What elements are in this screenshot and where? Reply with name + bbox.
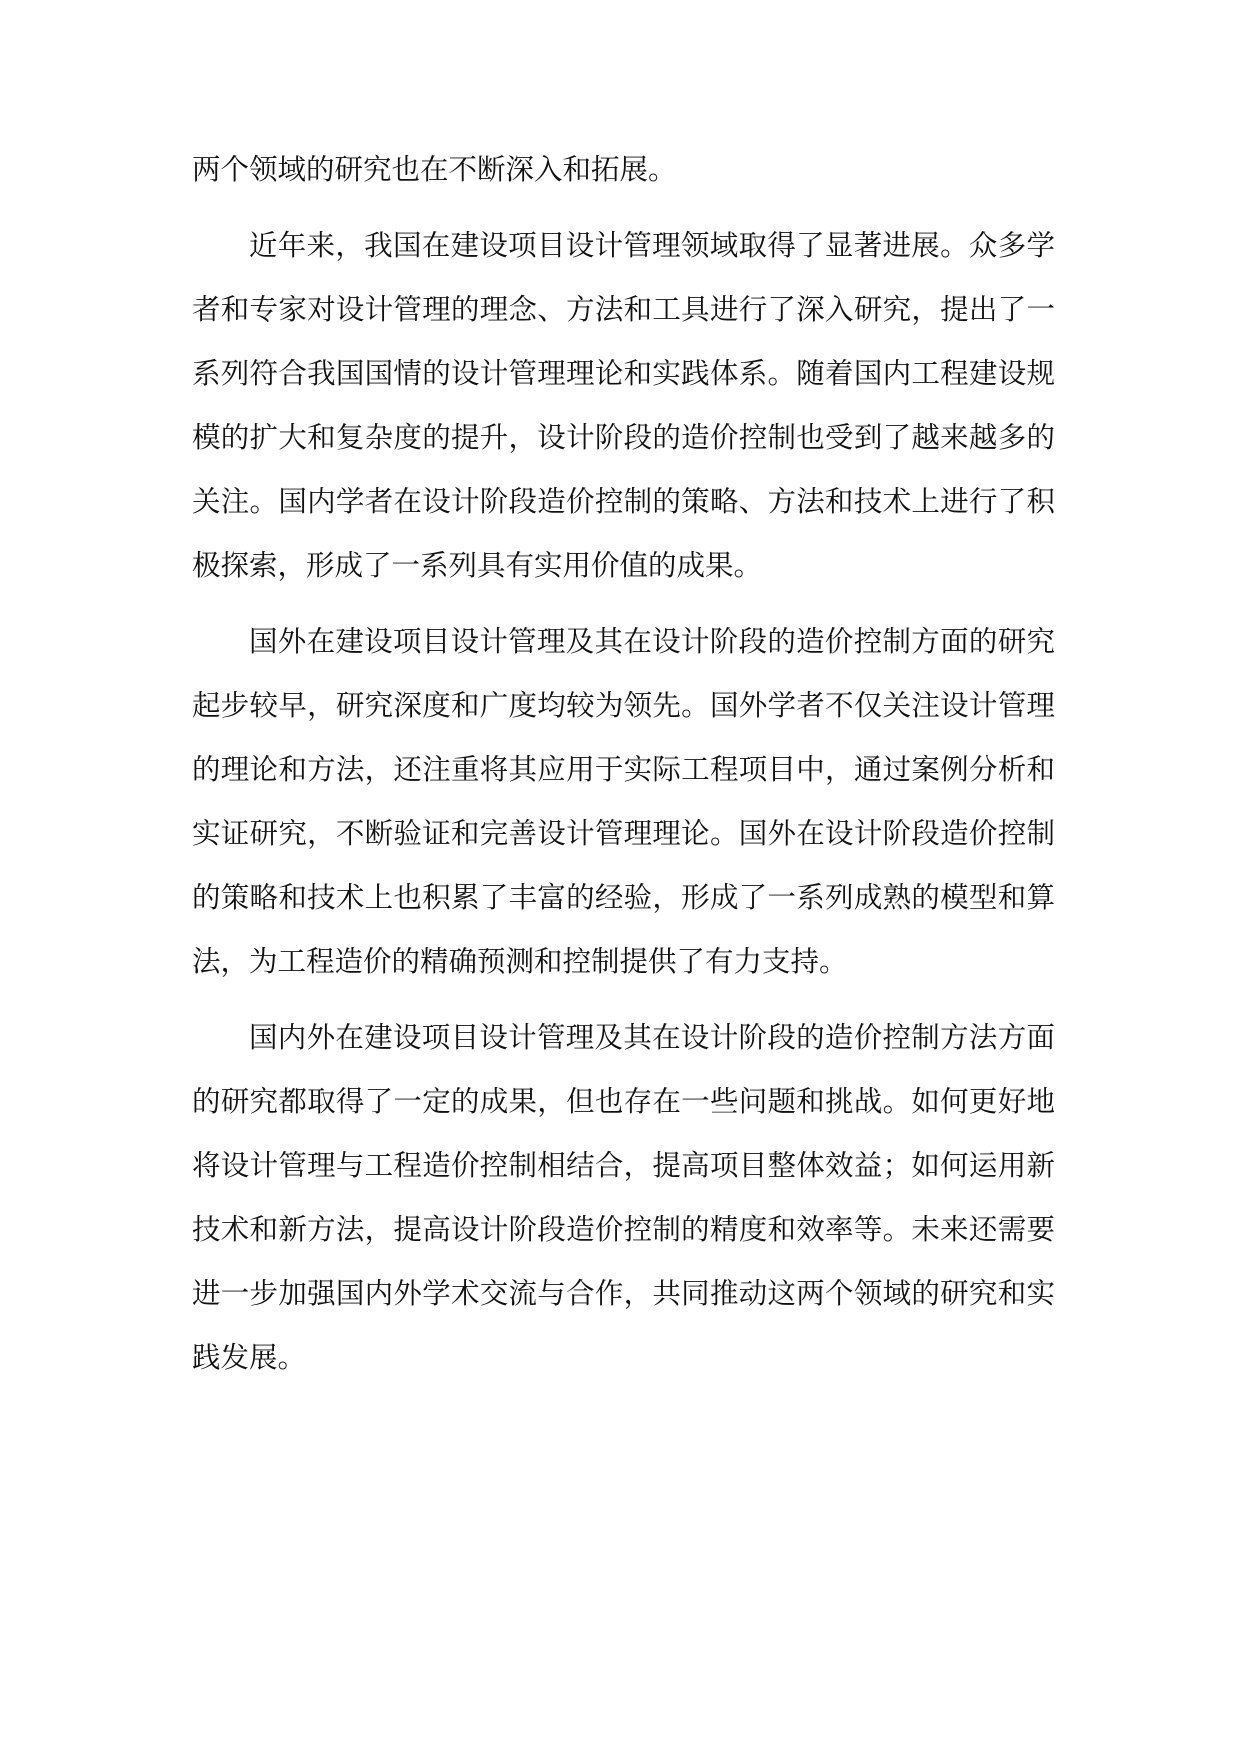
paragraph-continued: 两个领域的研究也在不断深入和拓展。 bbox=[192, 153, 677, 186]
paragraph-foreign-research: 国外在建设项目设计管理及其在设计阶段的造价控制方面的研究起步较早，研究深度和广度均较为领先。国外学者不仅关注设计管理的理论和方法，还注重将其应用于实际工程项目中，通过案例分析和实证研究，不断验证和完善设计管理理论。国外在设计阶段造价控制的策略和技术上也积累了丰富的经验，形成了一系列成熟的模型和算法，为工程造价的精确预测和控制提供了有力支持。 bbox=[192, 625, 1055, 978]
paragraph-domestic-research: 近年来，我国在建设项目设计管理领域取得了显著进展。众多学者和专家对设计管理的理念、方法和工具进行了深入研究，提出了一系列符合我国国情的设计管理理论和实践体系。随着国内工程建设规模的扩大和复杂度的提升，设计阶段的造价控制也受到了越来越多的关注。国内学者在设计阶段造价控制的策略、方法和技术上进行了积极探索，形成了一系列具有实用价值的成果。 bbox=[192, 229, 1055, 582]
document-body bbox=[192, 138, 1055, 1402]
paragraph-summary: 国内外在建设项目设计管理及其在设计阶段的造价控制方法方面的研究都取得了一定的成果，但也存在一些问题和挑战。如何更好地将设计管理与工程造价控制相结合，提高项目整体效益；如何运用新技术和新方法，提高设计阶段造价控制的精度和效率等。未来还需要进一步加强国内外学术交流与合作，共同推动这两个领域的研究和实践发展。 bbox=[192, 1021, 1055, 1374]
